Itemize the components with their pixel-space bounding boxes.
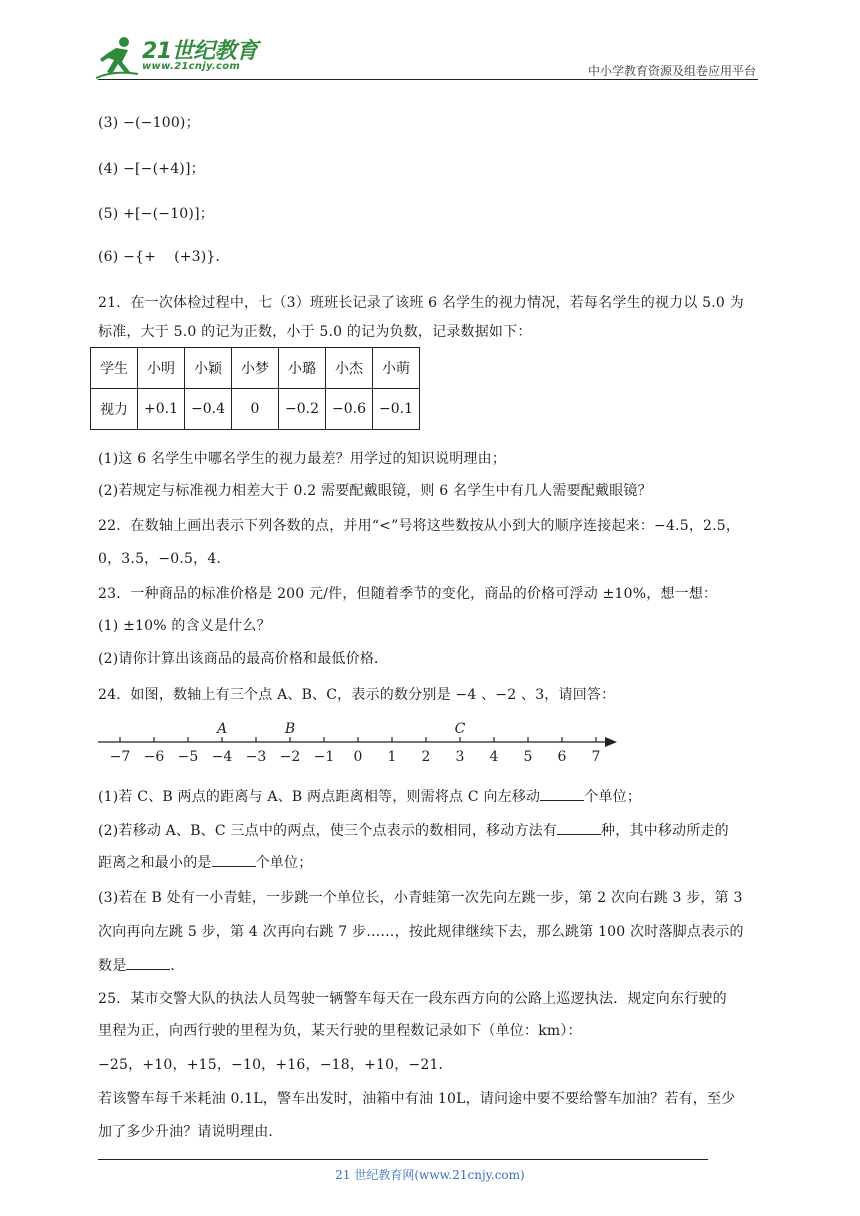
table-row: [91, 389, 420, 430]
q22-text-line-1: 22．在数轴上画出表示下列各数的点，并用“<”号将这些数按从小到大的顺序连接起来：−4.5，2.5，: [98, 518, 741, 534]
q24-text-line-1: 24．如图，数轴上有三个点 A、B、C，表示的数分别是 −4 、−2 、3，请回答：: [98, 687, 616, 703]
q20-item-4: (4) −[−(+4)]；: [98, 161, 205, 177]
q20-item-6-suffix: (+3)}．: [174, 249, 230, 265]
table-cell: +0.1: [138, 389, 185, 430]
q24-part-3-text: 数是: [98, 958, 127, 974]
number-line-tick-label: 7: [591, 749, 601, 765]
number-line-tick-label: −3: [245, 749, 267, 765]
q21-part-1: (1)这 6 名学生中哪名学生的视力最差？用学过的知识说明理由；: [98, 451, 507, 467]
q25-data-line: −25，+10，+15，−10，+16，−18，+10，−21．: [98, 1057, 453, 1073]
table-cell: 小杰: [326, 348, 373, 389]
number-line-tick-label: −1: [313, 749, 335, 765]
number-line-tick-label: 2: [421, 749, 431, 765]
vision-table: [90, 347, 420, 430]
table-cell: −0.1: [373, 389, 420, 430]
q20-item-3: (3) −(−100)；: [98, 115, 200, 131]
table-cell: −0.6: [326, 389, 373, 430]
q24-part-2-mid: 种，其中移动所走的: [601, 823, 729, 839]
table-cell: −0.4: [185, 389, 232, 430]
q20-item-6-prefix: (6) −{+: [98, 249, 157, 265]
number-line-tick-label: −2: [279, 749, 301, 765]
header-divider: [98, 79, 758, 80]
q21-text-line-2: 标准，大于 5.0 的记为正数，小于 5.0 的记为负数，记录数据如下：: [98, 324, 532, 340]
q23-part-2: (2)请你计算出该商品的最高价格和最低价格．: [98, 651, 389, 667]
answer-blank: [540, 786, 584, 801]
number-line-tick-label: 4: [489, 749, 499, 765]
number-line-tick-label: 5: [523, 749, 533, 765]
table-cell: 小萌: [373, 348, 420, 389]
number-line-tick-label: −4: [211, 749, 233, 765]
q22-text-line-2: 0，3.5，−0.5，4．: [98, 551, 231, 567]
number-line-point-label: B: [284, 721, 296, 737]
table-row: [91, 348, 420, 389]
table-cell: 小明: [138, 348, 185, 389]
table-cell: 0: [232, 389, 279, 430]
number-line-figure: [95, 712, 625, 772]
q25-text-line-3: 若该警车每千米耗油 0.1L，警车出发时，油箱中有油 10L，请问途中要不要给警车加油？若有，至少: [98, 1091, 736, 1107]
q25-text-line-4: 加了多少升油？请说明理由．: [98, 1124, 283, 1140]
q24-part-1: [98, 786, 641, 806]
q21-text-line-1: 21．在一次体检过程中，七（3）班班长记录了该班 6 名学生的视力情况，若每名学生的视力以 5.0 为: [98, 295, 744, 311]
q21-part-2: (2)若规定与标准视力相差大于 0.2 需要配戴眼镜，则 6 名学生中有几人需要配戴眼镜？: [98, 483, 652, 499]
header-platform-name: 中小学教育资源及组卷应用平台: [587, 64, 756, 78]
footer-divider: [98, 1159, 708, 1160]
q20-item-5: (5) +[−(−10)]；: [98, 206, 214, 222]
number-line-tick-label: 3: [455, 749, 465, 765]
number-line-tick-label: −5: [177, 749, 199, 765]
table-cell: 视力: [91, 389, 138, 430]
q24-part-3-line-3: [98, 955, 185, 975]
q24-part-3-line-1: (3)若在 B 处有一小青蛙，一步跳一个单位长，小青蛙第一次先向左跳一步，第 2 次向右跳 3 步，第 3: [98, 890, 743, 906]
q23-part-1: (1) ±10% 的含义是什么？: [98, 618, 271, 634]
table-cell: −0.2: [279, 389, 326, 430]
table-cell: 小梦: [232, 348, 279, 389]
logo-url: www.21cnjy.com: [142, 61, 241, 72]
q24-part-1-suffix: 个单位；: [584, 789, 642, 805]
number-line-tick-label: 0: [353, 749, 363, 765]
number-line-arrow-icon: [605, 737, 617, 747]
number-line-tick-label: −6: [143, 749, 165, 765]
table-cell: 小颖: [185, 348, 232, 389]
answer-blank: [212, 852, 256, 867]
number-line-point-label: C: [454, 721, 466, 737]
answer-blank: [557, 820, 601, 835]
site-logo: [94, 34, 264, 82]
answer-blank: [126, 955, 170, 970]
q25-text-line-2: 里程为正，向西行驶的里程为负，某天行驶的里程数记录如下（单位：km）：: [98, 1023, 582, 1039]
q24-part-2-text: (2)若移动 A、B、C 三点中的两点，使三个点表示的数相同，移动方法有: [98, 823, 558, 839]
number-line-tick-label: 1: [387, 749, 397, 765]
q24-part-1-text: (1)若 C、B 两点的距离与 A、B 两点距离相等，则需将点 C 向左移动: [98, 789, 541, 805]
q24-part-3-line-2: 次向再向左跳 5 步，第 4 次再向右跳 7 步……，按此规律继续下去，那么跳第 100 次时落脚点表示的: [98, 924, 744, 940]
table-cell: 学生: [91, 348, 138, 389]
table-cell: 小璐: [279, 348, 326, 389]
logo-title: 21世纪教育: [142, 39, 258, 64]
q25-text-line-1: 25．某市交警大队的执法人员驾驶一辆警车每天在一段东西方向的公路上巡逻执法．规定向东行驶的: [98, 991, 727, 1007]
q24-part-2: [98, 820, 729, 840]
number-line-tick-label: 6: [557, 749, 567, 765]
q24-part-2-cont: [98, 852, 312, 872]
q20-item-6-stacked-glyph: [156, 252, 174, 262]
number-line-tick-label: −7: [109, 749, 131, 765]
q24-part-2-cont-text: 距离之和最小的是: [98, 855, 212, 871]
number-line-point-label: A: [216, 721, 228, 737]
q23-text-line-1: 23．一种商品的标准价格是 200 元/件，但随着季节的变化，商品的价格可浮动 ±10%，想一想：: [98, 586, 718, 602]
q24-part-3-suffix: ．: [170, 958, 185, 974]
footer-site-link: 21 世纪教育网(www.21cnjy.com): [335, 1168, 525, 1182]
runner-logo-icon: [94, 34, 140, 80]
q24-part-2-cont-suffix: 个单位；: [255, 855, 313, 871]
q20-item-6: [98, 246, 230, 266]
